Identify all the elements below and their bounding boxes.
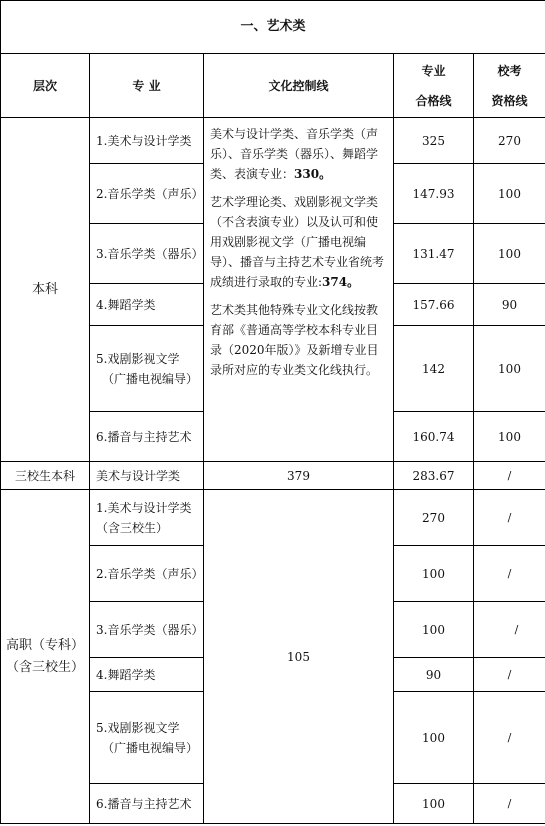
- header-culture-line: 文化控制线: [204, 54, 394, 118]
- major-cell: 4.舞蹈学类: [90, 658, 204, 692]
- school-line-cell: 90: [474, 284, 545, 326]
- prof-line-cell: 90: [394, 658, 474, 692]
- school-line-cell: 270: [474, 118, 545, 164]
- level-benke: 本科: [1, 118, 90, 462]
- prof-line-cell: 283.67: [394, 462, 474, 490]
- prof-line-cell: 100: [394, 692, 474, 784]
- header-school-line: [474, 54, 545, 118]
- culture-p2: 艺术学理论类、戏剧影视文学类（不含表演专业）以及认可和使用戏剧影视文学（广播电视编导）、播音与主持艺术专业省统考成绩进行录取的专业:: [210, 195, 385, 289]
- major-line-1: 5.戏剧影视文学: [96, 351, 180, 366]
- header-professional-line-2: 合格线: [415, 93, 452, 108]
- major-line-1: 5.戏剧影视文学: [96, 720, 180, 735]
- prof-line-cell: 160.74: [394, 412, 474, 462]
- major-cell: 3.音乐学类（器乐）: [90, 602, 204, 658]
- culture-p3: 艺术类其他特殊专业文化线按教育部《普通高等学校本科专业目录（2020年版）》及新增专业目录所对应的专业类文化线执行。: [210, 303, 379, 377]
- major-cell: 3.音乐学类（器乐）: [90, 224, 204, 284]
- major-cell: 6.播音与主持艺术: [90, 412, 204, 462]
- school-line-cell: 100: [474, 224, 545, 284]
- major-cell: 1.美术与设计学类（含三校生）: [90, 490, 204, 546]
- school-line-cell: /: [474, 546, 545, 602]
- table-row: [1, 118, 545, 164]
- header-level: 层次: [1, 54, 90, 118]
- major-cell: [90, 326, 204, 412]
- prof-line-cell: 100: [394, 546, 474, 602]
- major-cell: 4.舞蹈学类: [90, 284, 204, 326]
- major-line-2: （广播电视编导）: [102, 371, 199, 386]
- culture-p1: 美术与设计学类、音乐学类（声乐）、音乐学类（器乐）、舞蹈学类、表演专业：: [210, 127, 379, 181]
- culture-p1-value: 330。: [294, 167, 332, 181]
- major-cell: 美术与设计学类: [90, 462, 204, 490]
- school-line-cell: /: [474, 658, 545, 692]
- header-school-line-2: 资格线: [491, 93, 528, 108]
- culture-line-benke: [204, 118, 394, 462]
- prof-line-cell: 147.93: [394, 164, 474, 224]
- prof-line-cell: 270: [394, 490, 474, 546]
- table-row: [1, 462, 545, 490]
- major-cell: 6.播音与主持艺术: [90, 784, 204, 824]
- prof-line-cell: 325: [394, 118, 474, 164]
- school-line-cell: 100: [474, 164, 545, 224]
- header-major: 专 业: [90, 54, 204, 118]
- major-line-2: （广播电视编导）: [102, 740, 199, 755]
- header-row: [1, 54, 545, 118]
- school-line-cell: /: [474, 692, 545, 784]
- culture-line-sanxiao: 379: [204, 462, 394, 490]
- school-line-cell: /: [474, 462, 545, 490]
- culture-line-gaozhi: 105: [204, 490, 394, 824]
- prof-line-cell: 131.47: [394, 224, 474, 284]
- table-row: [1, 490, 545, 546]
- header-professional-line: [394, 54, 474, 118]
- major-cell: 2.音乐学类（声乐）: [90, 546, 204, 602]
- culture-p2-value: 374。: [322, 275, 360, 289]
- level-gaozhi: 高职（专科）（含三校生）: [1, 490, 90, 824]
- prof-line-cell: 100: [394, 602, 474, 658]
- major-cell: 2.音乐学类（声乐）: [90, 164, 204, 224]
- major-cell: [90, 692, 204, 784]
- header-professional-line-1: 专业: [421, 63, 446, 78]
- school-line-cell: 100: [474, 412, 545, 462]
- header-school-line-1: 校考: [497, 63, 522, 78]
- school-line-cell: /: [474, 602, 545, 658]
- school-line-cell: 100: [474, 326, 545, 412]
- prof-line-cell: 142: [394, 326, 474, 412]
- prof-line-cell: 157.66: [394, 284, 474, 326]
- table-title: 一、艺术类: [1, 1, 545, 54]
- major-cell: 1.美术与设计学类: [90, 118, 204, 164]
- school-line-cell: /: [474, 490, 545, 546]
- school-line-cell: /: [474, 784, 545, 824]
- level-sanxiao: 三校生本科: [1, 462, 90, 490]
- prof-line-cell: 100: [394, 784, 474, 824]
